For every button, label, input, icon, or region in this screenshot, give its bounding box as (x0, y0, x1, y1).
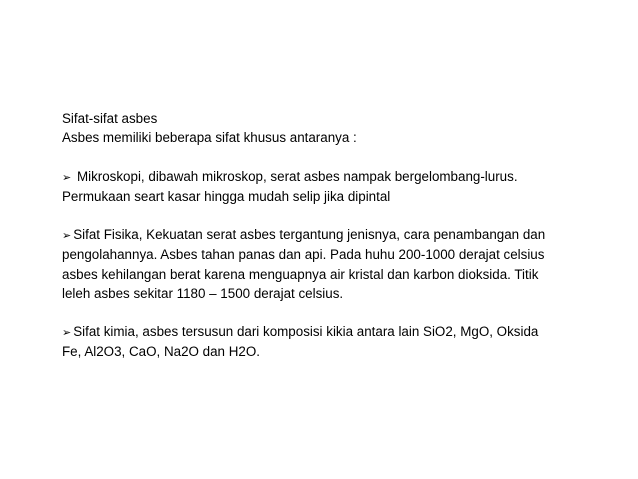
arrow-bullet-icon: ➢ (62, 326, 72, 340)
bullet-line: Fe, Al2O3, CaO, Na2O dan H2O. (62, 344, 260, 360)
spacer (62, 147, 592, 166)
bullet-mikroskopi (62, 167, 592, 206)
bullet-line: leleh asbes sekitar 1180 – 1500 derajat celsius. (62, 285, 344, 301)
arrow-bullet-icon: ➢ (62, 229, 72, 243)
spacer (62, 206, 592, 225)
heading: Sifat-sifat asbes (62, 111, 158, 126)
bullet-line: ➢ Sifat kimia, asbes tersusun dari komposisi kikia antara lain SiO2, MgO, Oksida (62, 322, 592, 342)
bullet-line: ➢ Sifat Fisika, Kekuatan serat asbes tergantung jenisnya, cara penambangan dan (62, 225, 592, 245)
spacer (62, 303, 592, 322)
bullet-sifat-kimia (62, 322, 592, 361)
intro-text: Asbes memiliki beberapa sifat khusus antaranya : (62, 130, 357, 146)
bullet-line: pengolahannya. Asbes tahan panas dan api. Pada huhu 200-1000 derajat celsius (62, 247, 545, 263)
slide-text-body (62, 109, 592, 362)
bullet-line: ➢ Mikroskopi, dibawah mikroskop, serat asbes nampak bergelombang-lurus. (62, 167, 592, 187)
bullet-line: asbes kehilangan berat karena menguapnya air kristal dan karbon dioksida. Titik (62, 266, 539, 282)
bullet-sifat-fisika (62, 225, 592, 303)
bullet-line: Permukaan seart kasar hingga mudah selip jika dipintal (62, 188, 391, 204)
arrow-bullet-icon: ➢ (62, 170, 72, 184)
